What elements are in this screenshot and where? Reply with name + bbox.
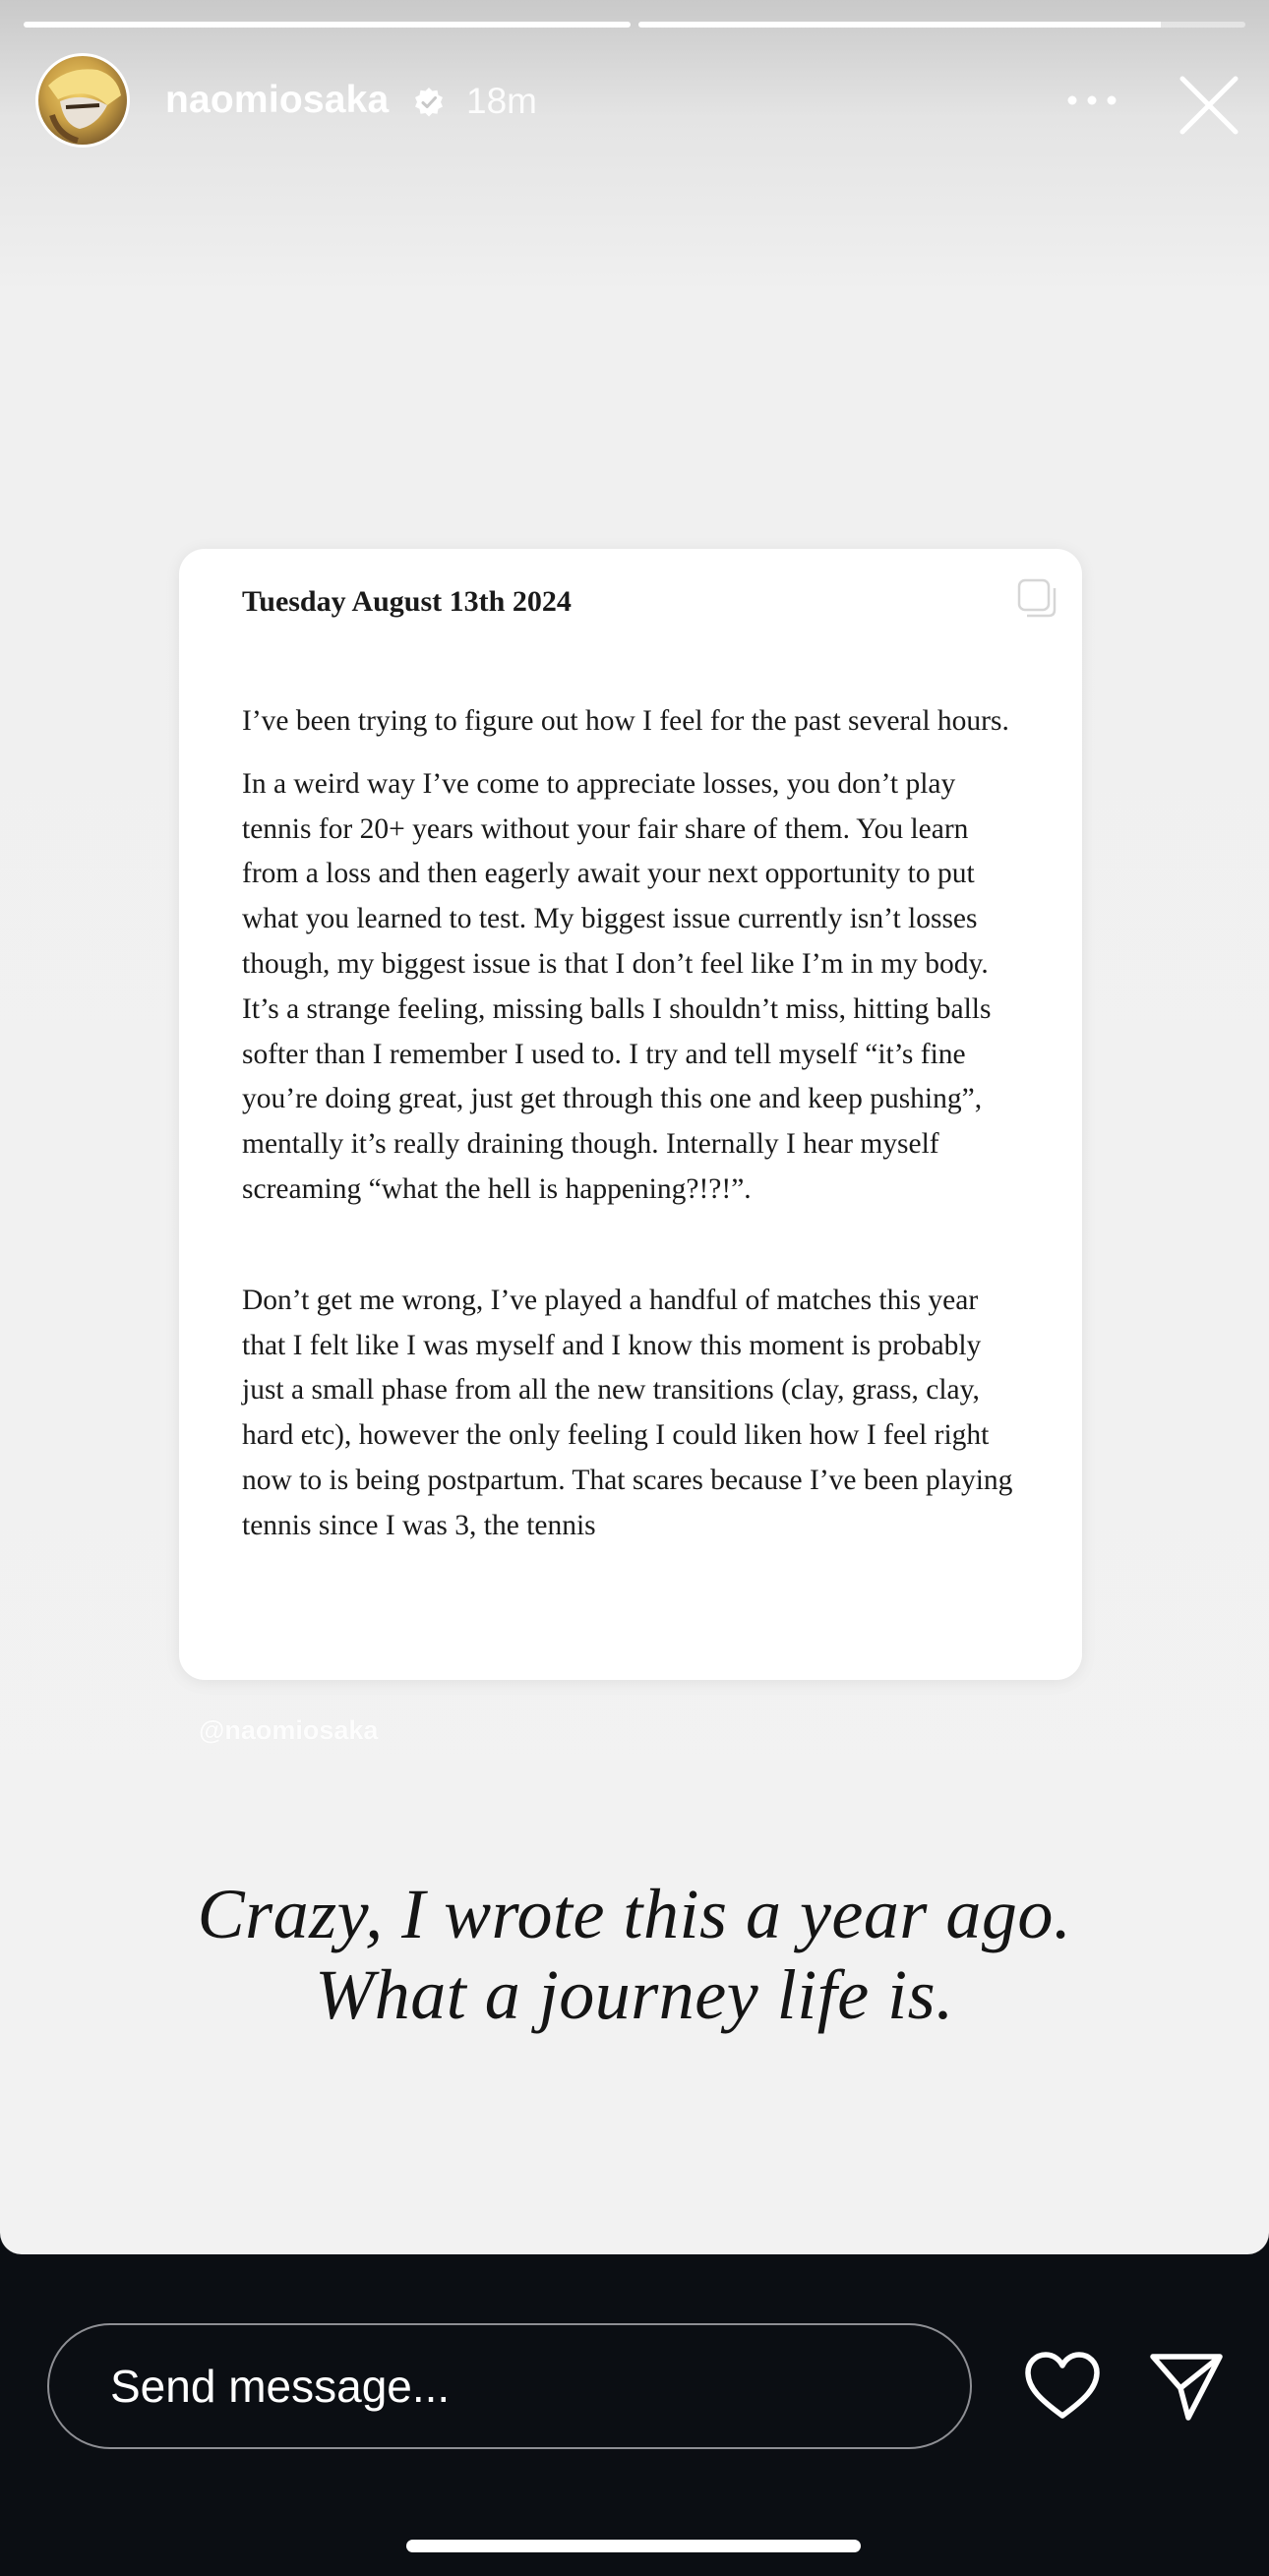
story-progress-bar-1 <box>24 22 631 28</box>
watermark: @naomiosaka <box>199 1715 379 1745</box>
note-paragraph-1: I’ve been trying to figure out how I feel for the past several hours. <box>242 705 1009 737</box>
home-indicator <box>406 2540 861 2552</box>
note-date: Tuesday August 13th 2024 <box>242 585 572 618</box>
note-paragraph-2: In a weird way I’ve come to appreciate losses, you don’t play tennis for 20+ years without your fair share of them. You learn from a loss and then eagerly await your next opportunity to put what you learned to test. My biggest issue currently isn’t losses though, my biggest issue is that I don’t feel like I’m in my body. It’s a strange feeling, missing balls I shouldn’t miss, hitting balls softer than I remember I used to. I try and tell myself “it’s fine you’re doing great, just get through this one and keep pushing”, mentally it’s really draining though. Internally I hear myself screaming “what the hell is happening?!?!”. <box>242 767 992 1205</box>
caption-line-1: Crazy, I wrote this a year ago. <box>197 1875 1072 1953</box>
copy-icon <box>1015 576 1060 622</box>
story-progress-bar-2 <box>638 22 1245 28</box>
close-icon[interactable] <box>1177 73 1241 138</box>
progress-fill-1 <box>24 22 631 28</box>
avatar-image <box>38 56 127 145</box>
note-paragraph-3: Don’t get me wrong, I’ve played a handful of matches this year that I felt like I was myself and I know this moment is probably just a small phase from all the new transitions (clay, grass, clay, hard etc), however the only feeling I could liken how I feel right now to is being postpartum. That scares because I’ve been playing tennis since I was 3, the tennis <box>242 1284 1013 1541</box>
verified-badge-icon <box>413 87 445 118</box>
avatar[interactable] <box>35 53 130 148</box>
more-options-icon[interactable] <box>1062 87 1121 114</box>
username[interactable]: naomiosaka <box>165 79 390 121</box>
progress-fill-2 <box>638 22 1161 28</box>
post-time: 18m <box>466 81 537 121</box>
heart-icon[interactable] <box>1023 2351 1102 2422</box>
send-icon[interactable] <box>1149 2351 1224 2422</box>
note-card <box>179 549 1082 1680</box>
story-caption <box>0 1874 1269 2035</box>
caption-line-2: What a journey life is. <box>315 1955 954 2034</box>
send-message-input[interactable] <box>47 2323 972 2449</box>
